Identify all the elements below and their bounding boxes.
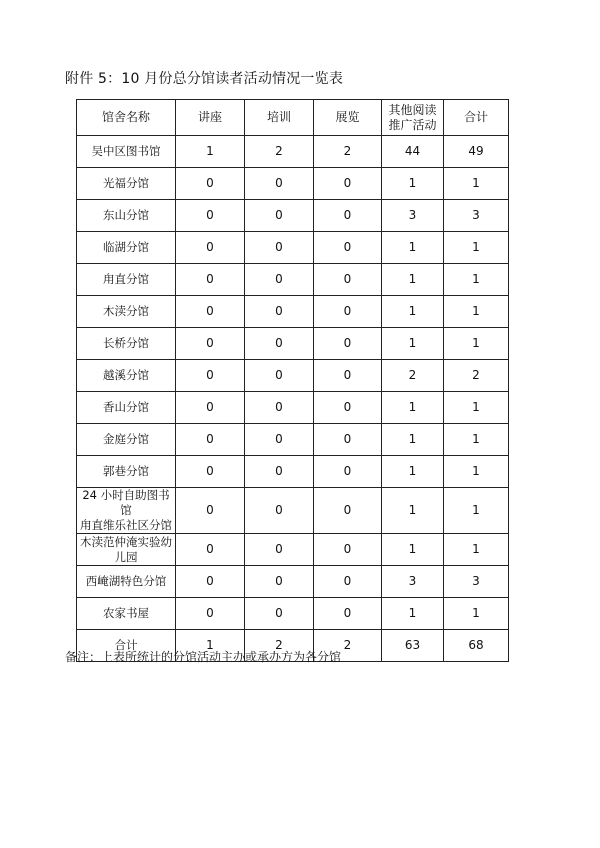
header-other-activities: 其他阅读 推广活动 xyxy=(382,100,444,136)
cell-other-activities: 1 xyxy=(382,598,444,630)
cell-other-activities: 1 xyxy=(382,456,444,488)
cell-lectures: 1 xyxy=(176,136,245,168)
table-row xyxy=(77,392,509,424)
cell-exhibitions: 0 xyxy=(314,566,382,598)
cell-lectures: 0 xyxy=(176,456,245,488)
cell-exhibitions: 0 xyxy=(314,598,382,630)
cell-training: 0 xyxy=(245,534,314,566)
header-exhibitions: 展览 xyxy=(314,100,382,136)
cell-total: 2 xyxy=(444,360,509,392)
footnote: 备注：上表所统计的分馆活动主办或承办方为各分馆 xyxy=(65,650,342,664)
cell-other-activities: 1 xyxy=(382,488,444,534)
cell-training: 0 xyxy=(245,456,314,488)
cell-total: 1 xyxy=(444,296,509,328)
cell-other-activities: 1 xyxy=(382,168,444,200)
cell-training: 0 xyxy=(245,296,314,328)
cell-other-activities: 3 xyxy=(382,566,444,598)
table-row xyxy=(77,136,509,168)
cell-other-activities: 1 xyxy=(382,424,444,456)
cell-branch-name: 临湖分馆 xyxy=(77,232,176,264)
cell-exhibitions: 0 xyxy=(314,392,382,424)
cell-branch-name: 木渎分馆 xyxy=(77,296,176,328)
cell-training: 0 xyxy=(245,424,314,456)
cell-lectures: 0 xyxy=(176,296,245,328)
cell-branch-name: 吴中区图书馆 xyxy=(77,136,176,168)
activity-table xyxy=(76,99,509,662)
cell-training: 0 xyxy=(245,328,314,360)
table-header xyxy=(77,100,509,136)
table-row xyxy=(77,424,509,456)
table-row xyxy=(77,488,509,534)
cell-branch-name: 东山分馆 xyxy=(77,200,176,232)
cell-lectures: 0 xyxy=(176,328,245,360)
header-lectures: 讲座 xyxy=(176,100,245,136)
table-row xyxy=(77,200,509,232)
cell-exhibitions: 0 xyxy=(314,232,382,264)
cell-lectures: 0 xyxy=(176,392,245,424)
cell-exhibitions: 0 xyxy=(314,360,382,392)
cell-training: 0 xyxy=(245,360,314,392)
cell-exhibitions: 2 xyxy=(314,630,382,662)
header-training: 培训 xyxy=(245,100,314,136)
cell-other-activities: 1 xyxy=(382,232,444,264)
cell-branch-name: 长桥分馆 xyxy=(77,328,176,360)
cell-branch-name: 光福分馆 xyxy=(77,168,176,200)
cell-lectures: 0 xyxy=(176,360,245,392)
cell-lectures: 0 xyxy=(176,488,245,534)
cell-exhibitions: 0 xyxy=(314,328,382,360)
cell-branch-name: 木渎范仲淹实验幼 儿园 xyxy=(77,534,176,566)
cell-training: 0 xyxy=(245,232,314,264)
cell-total: 1 xyxy=(444,598,509,630)
table-row xyxy=(77,456,509,488)
cell-total: 1 xyxy=(444,424,509,456)
cell-total: 49 xyxy=(444,136,509,168)
cell-total: 68 xyxy=(444,630,509,662)
table-body xyxy=(77,136,509,662)
cell-total: 3 xyxy=(444,200,509,232)
cell-total: 1 xyxy=(444,534,509,566)
cell-exhibitions: 0 xyxy=(314,534,382,566)
cell-branch-name: 甪直分馆 xyxy=(77,264,176,296)
cell-exhibitions: 0 xyxy=(314,264,382,296)
cell-lectures: 0 xyxy=(176,598,245,630)
cell-exhibitions: 0 xyxy=(314,296,382,328)
table-row xyxy=(77,566,509,598)
cell-lectures: 1 xyxy=(176,630,245,662)
table-row xyxy=(77,168,509,200)
cell-exhibitions: 0 xyxy=(314,456,382,488)
cell-lectures: 0 xyxy=(176,566,245,598)
cell-exhibitions: 0 xyxy=(314,424,382,456)
cell-exhibitions: 0 xyxy=(314,488,382,534)
cell-lectures: 0 xyxy=(176,232,245,264)
cell-other-activities: 1 xyxy=(382,296,444,328)
cell-exhibitions: 2 xyxy=(314,136,382,168)
cell-training: 0 xyxy=(245,264,314,296)
table-row xyxy=(77,328,509,360)
cell-lectures: 0 xyxy=(176,200,245,232)
cell-total: 1 xyxy=(444,488,509,534)
table-row xyxy=(77,534,509,566)
cell-other-activities: 1 xyxy=(382,328,444,360)
cell-lectures: 0 xyxy=(176,424,245,456)
header-branch-name: 馆舍名称 xyxy=(77,100,176,136)
cell-training: 0 xyxy=(245,168,314,200)
cell-branch-name: 香山分馆 xyxy=(77,392,176,424)
table-row xyxy=(77,296,509,328)
cell-other-activities: 2 xyxy=(382,360,444,392)
cell-total: 3 xyxy=(444,566,509,598)
cell-other-activities: 1 xyxy=(382,264,444,296)
cell-training: 0 xyxy=(245,392,314,424)
page-title: 附件 5：10 月份总分馆读者活动情况一览表 xyxy=(65,71,344,87)
table-row xyxy=(77,360,509,392)
table-row xyxy=(77,264,509,296)
table-row xyxy=(77,232,509,264)
cell-total: 1 xyxy=(444,232,509,264)
cell-lectures: 0 xyxy=(176,264,245,296)
cell-other-activities: 3 xyxy=(382,200,444,232)
cell-training: 0 xyxy=(245,598,314,630)
cell-branch-name: 农家书屋 xyxy=(77,598,176,630)
cell-exhibitions: 0 xyxy=(314,200,382,232)
cell-training: 0 xyxy=(245,488,314,534)
cell-other-activities: 44 xyxy=(382,136,444,168)
header-row xyxy=(77,100,509,136)
table-row xyxy=(77,598,509,630)
cell-total: 1 xyxy=(444,392,509,424)
cell-training: 0 xyxy=(245,200,314,232)
cell-branch-name: 越溪分馆 xyxy=(77,360,176,392)
cell-lectures: 0 xyxy=(176,534,245,566)
header-total: 合计 xyxy=(444,100,509,136)
cell-training: 0 xyxy=(245,566,314,598)
cell-lectures: 0 xyxy=(176,168,245,200)
cell-training: 2 xyxy=(245,136,314,168)
cell-exhibitions: 0 xyxy=(314,168,382,200)
cell-branch-name: 郭巷分馆 xyxy=(77,456,176,488)
cell-total: 1 xyxy=(444,168,509,200)
cell-branch-name: 合计 xyxy=(77,630,176,662)
cell-other-activities: 63 xyxy=(382,630,444,662)
cell-branch-name: 西崦湖特色分馆 xyxy=(77,566,176,598)
cell-branch-name: 24 小时自助图书馆 甪直维乐社区分馆 xyxy=(77,488,176,534)
cell-total: 1 xyxy=(444,456,509,488)
cell-other-activities: 1 xyxy=(382,392,444,424)
cell-branch-name: 金庭分馆 xyxy=(77,424,176,456)
cell-total: 1 xyxy=(444,264,509,296)
cell-total: 1 xyxy=(444,328,509,360)
cell-other-activities: 1 xyxy=(382,534,444,566)
cell-training: 2 xyxy=(245,630,314,662)
